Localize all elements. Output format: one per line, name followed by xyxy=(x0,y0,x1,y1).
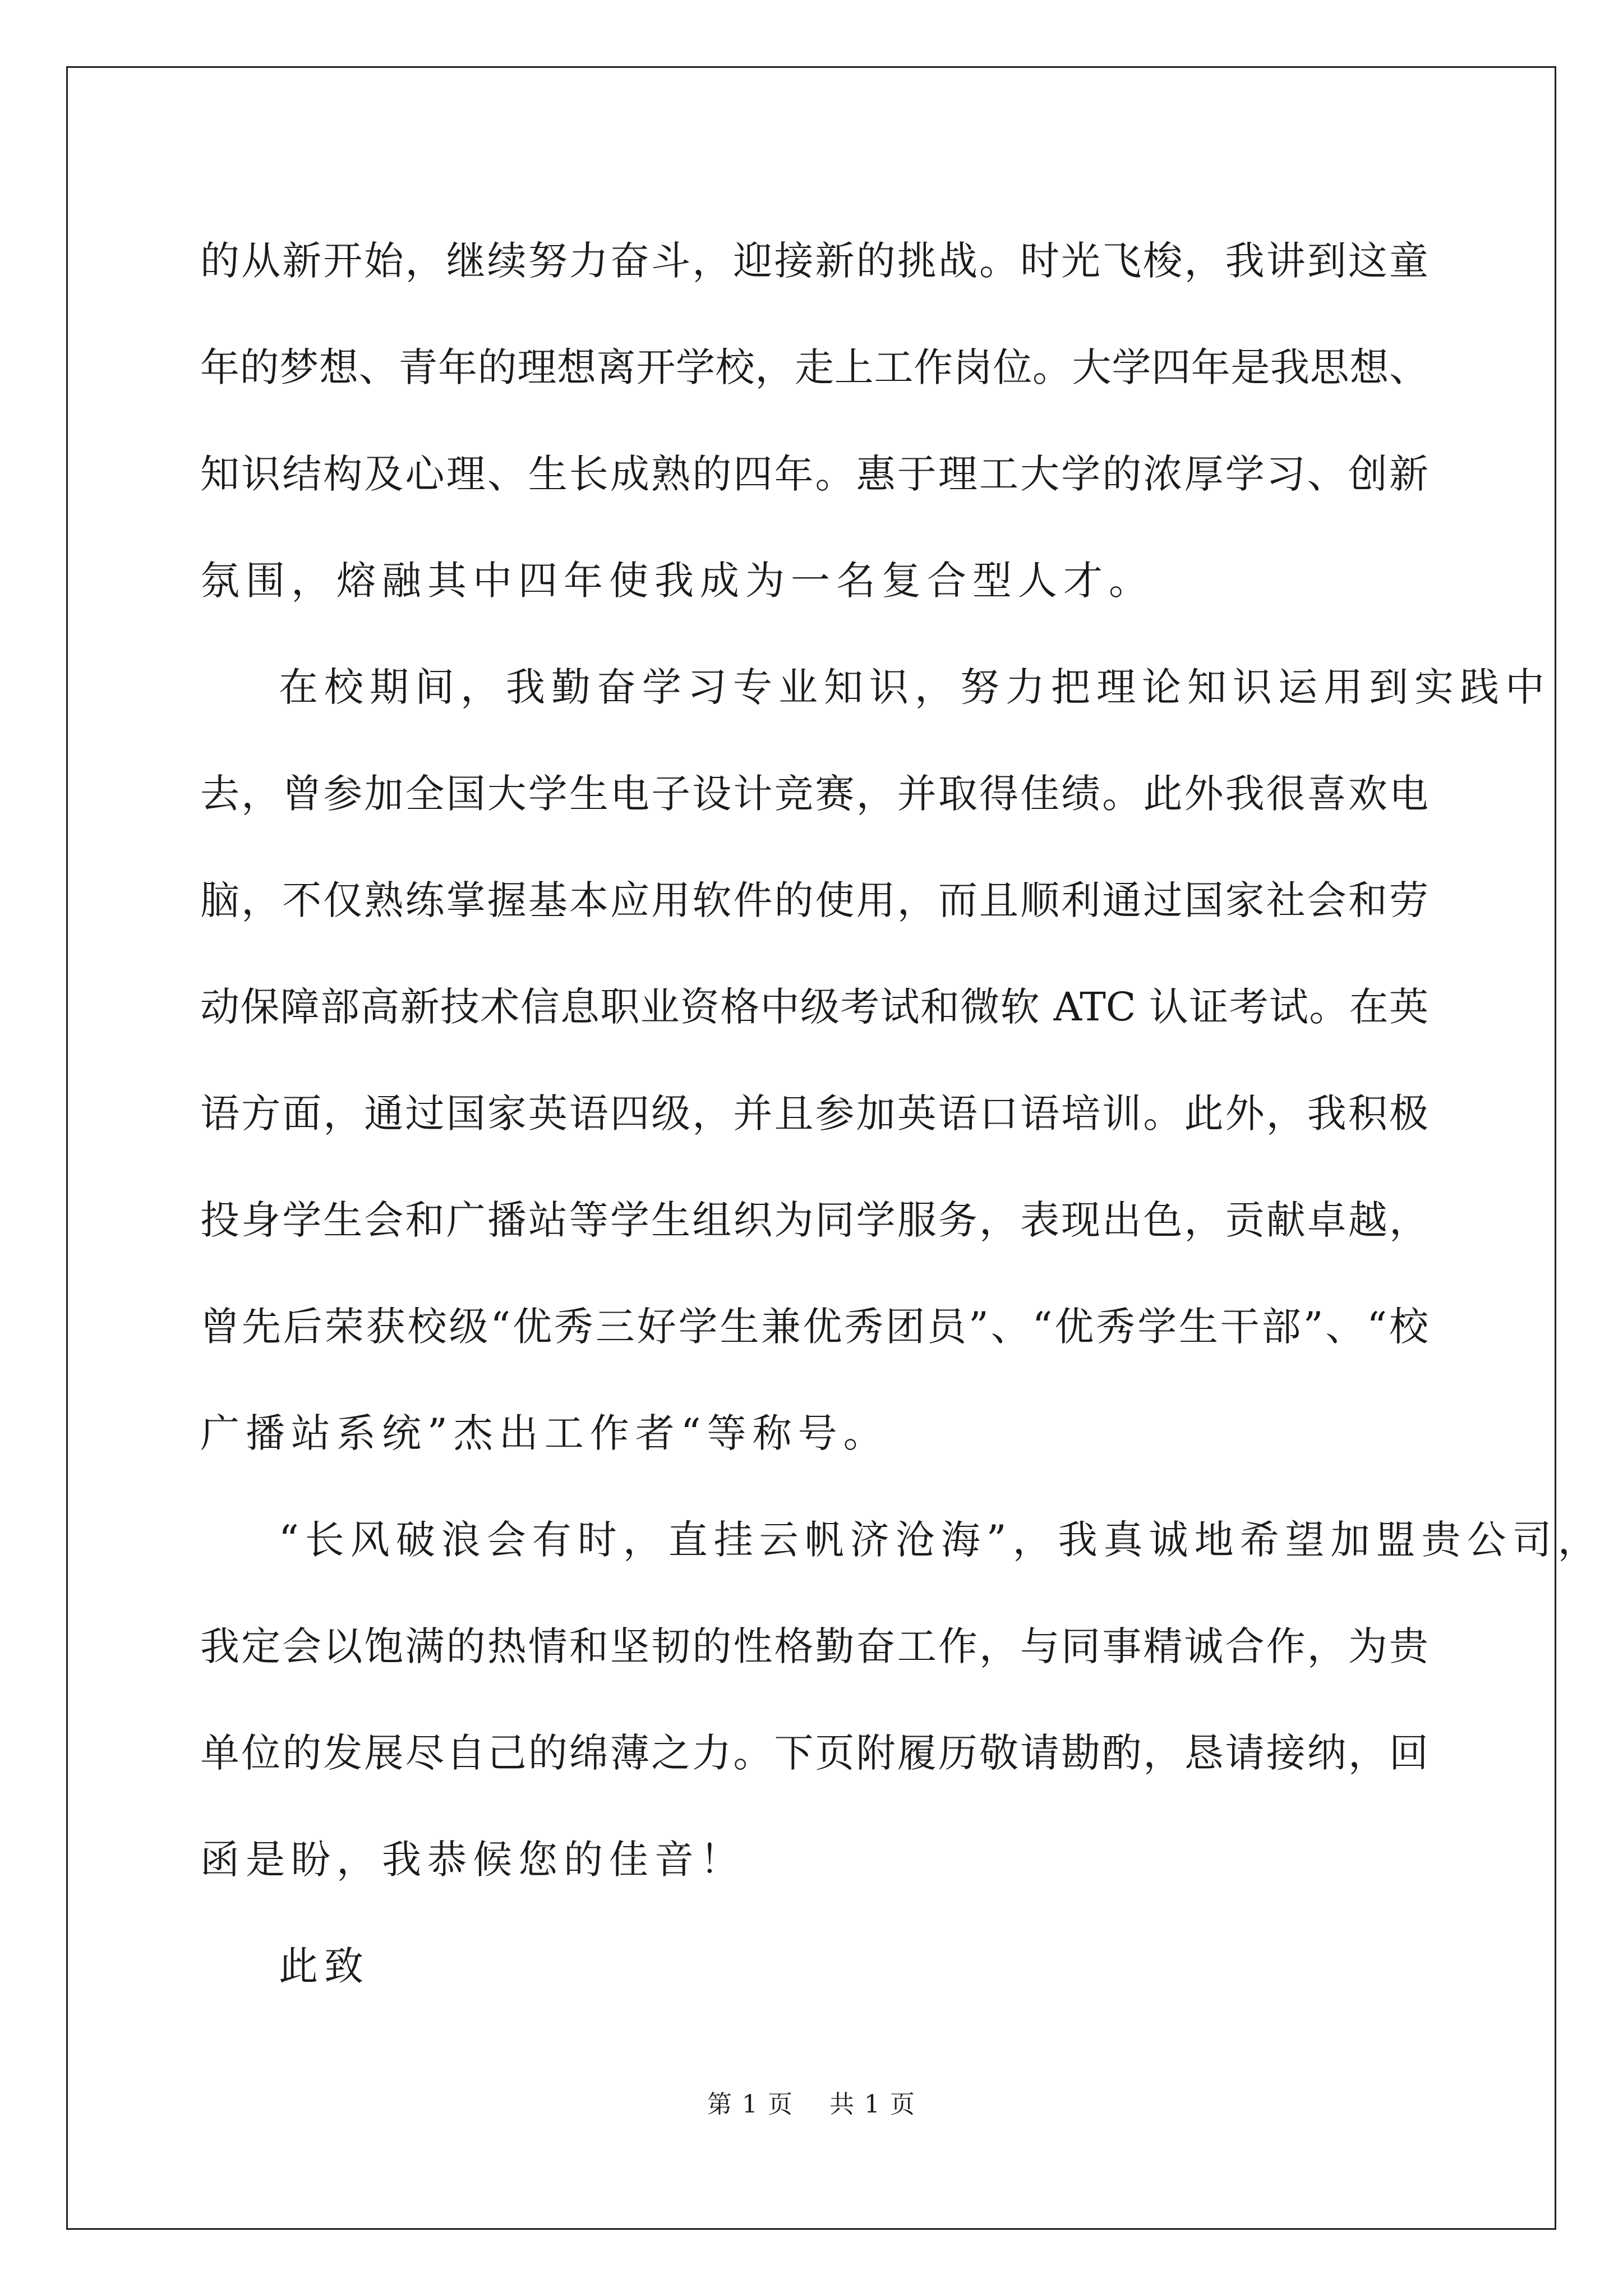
text-line: 投身学生会和广播站等学生组织为同学服务，表现出色，贡献卓越， xyxy=(200,1197,1428,1243)
text-line: 年的梦想、青年的理想离开学校，走上工作岗位。大学四年是我思想、 xyxy=(200,344,1428,390)
text-line: 在校期间，我勤奋学习专业知识，努力把理论知识运用到实践中 xyxy=(279,664,1551,710)
text-line: 语方面，通过国家英语四级，并且参加英语口语培训。此外，我积极 xyxy=(200,1091,1428,1137)
text-line: 氛围，熔融其中四年使我成为一名复合型人才。 xyxy=(200,558,1154,604)
page-total: 共 1 页 xyxy=(829,2090,916,2119)
page-number: 第 1 页 xyxy=(707,2090,794,2119)
text-line: “长风破浪会有时，直挂云帆济沧海”，我真诚地希望加盟贵公司， xyxy=(279,1517,1603,1563)
page-footer xyxy=(0,2084,1623,2120)
text-line: 的从新开始，继续努力奋斗，迎接新的挑战。时光飞梭，我讲到这童 xyxy=(200,238,1428,284)
document-body xyxy=(200,208,1603,2019)
text-line: 动保障部高新技术信息职业资格中级考试和微软 ATC 认证考试。在英 xyxy=(200,984,1428,1030)
text-line: 曾先后荣获校级“优秀三好学生兼优秀团员”、“优秀学生干部”、“校 xyxy=(200,1304,1428,1350)
text-line: 知识结构及心理、生长成熟的四年。惠于理工大学的浓厚学习、创新 xyxy=(200,451,1428,497)
text-line: 脑，不仅熟练掌握基本应用软件的使用，而且顺利通过国家社会和劳 xyxy=(200,877,1428,923)
text-line: 我定会以饱满的热情和坚韧的性格勤奋工作，与同事精诚合作，为贵 xyxy=(200,1623,1428,1669)
text-line: 单位的发展尽自己的绵薄之力。下页附履历敬请勘酌，恳请接纳，回 xyxy=(200,1730,1428,1776)
text-line: 广播站系统”杰出工作者“等称号。 xyxy=(200,1410,889,1456)
salutation-line: 此致 xyxy=(279,1943,370,1989)
text-line: 去，曾参加全国大学生电子设计竞赛，并取得佳绩。此外我很喜欢电 xyxy=(200,771,1428,817)
text-line: 函是盼，我恭候您的佳音！ xyxy=(200,1837,745,1883)
